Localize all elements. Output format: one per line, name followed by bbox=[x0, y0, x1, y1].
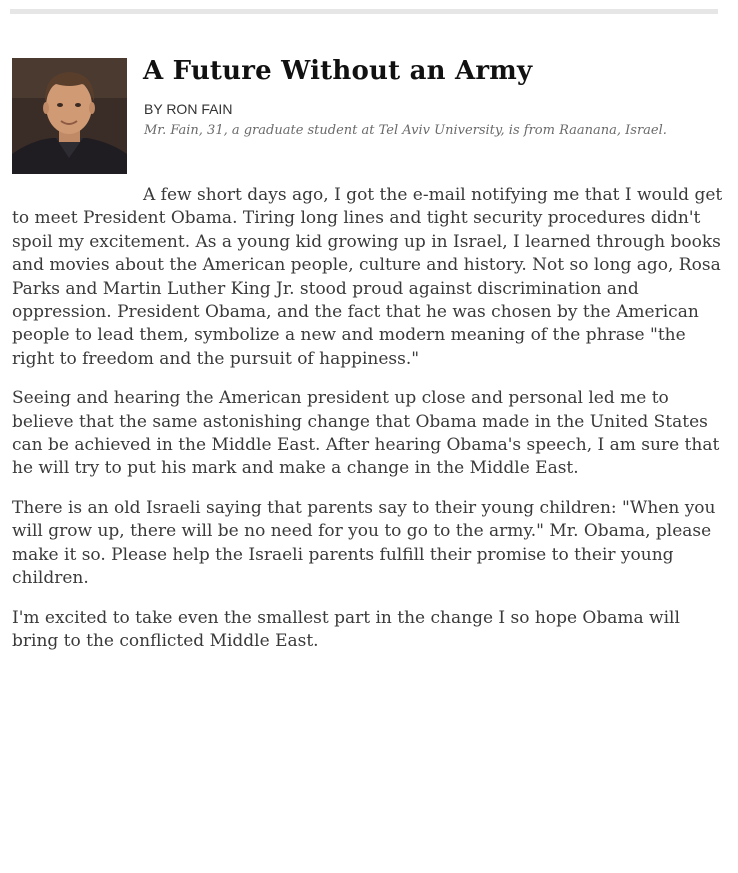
paragraph: I'm excited to take even the smallest part in the change I so hope Obama will bring to the conflicted Middle East. bbox=[12, 607, 680, 651]
author-photo bbox=[12, 58, 127, 174]
paragraph: Seeing and hearing the American president up close and personal led me to believe that the same astonishing change that Obama made in the United States can be achieved in the Middle East. After hearing Obama's speech, I am sure that he will try to put his mark and make a change in the Middle East. bbox=[12, 388, 720, 479]
paragraph: There is an old Israeli saying that parents say to their young children: "When you will grow up, there will be no need for you to go to the army." Mr. Obama, please make it so. Please help the Israeli parents fulfill their promise to their young children. bbox=[12, 497, 716, 589]
byline: BY RON FAIN bbox=[144, 101, 233, 117]
author-portrait-image bbox=[12, 58, 127, 174]
top-divider bbox=[10, 9, 718, 14]
article-title: A Future Without an Army bbox=[143, 56, 533, 86]
article-body bbox=[12, 184, 728, 669]
author-bio: Mr. Fain, 31, a graduate student at Tel Aviv University, is from Raanana, Israel. bbox=[144, 123, 667, 138]
paragraph: A few short days ago, I got the e-mail notifying me that I would get to meet President Obama. Tiring long lines and tight security procedures didn't spoil my excitement. As a young kid growing up in Israel, I learned through books and movies about the American people, culture and history. Not so long ago, Rosa Parks and Martin Luther King Jr. stood proud against discrimination and oppression. President Obama, and the fact that he was chosen by the American people to lead them, symbolize a new and modern meaning of the phrase "the right to freedom and the pursuit of happiness." bbox=[12, 185, 723, 369]
